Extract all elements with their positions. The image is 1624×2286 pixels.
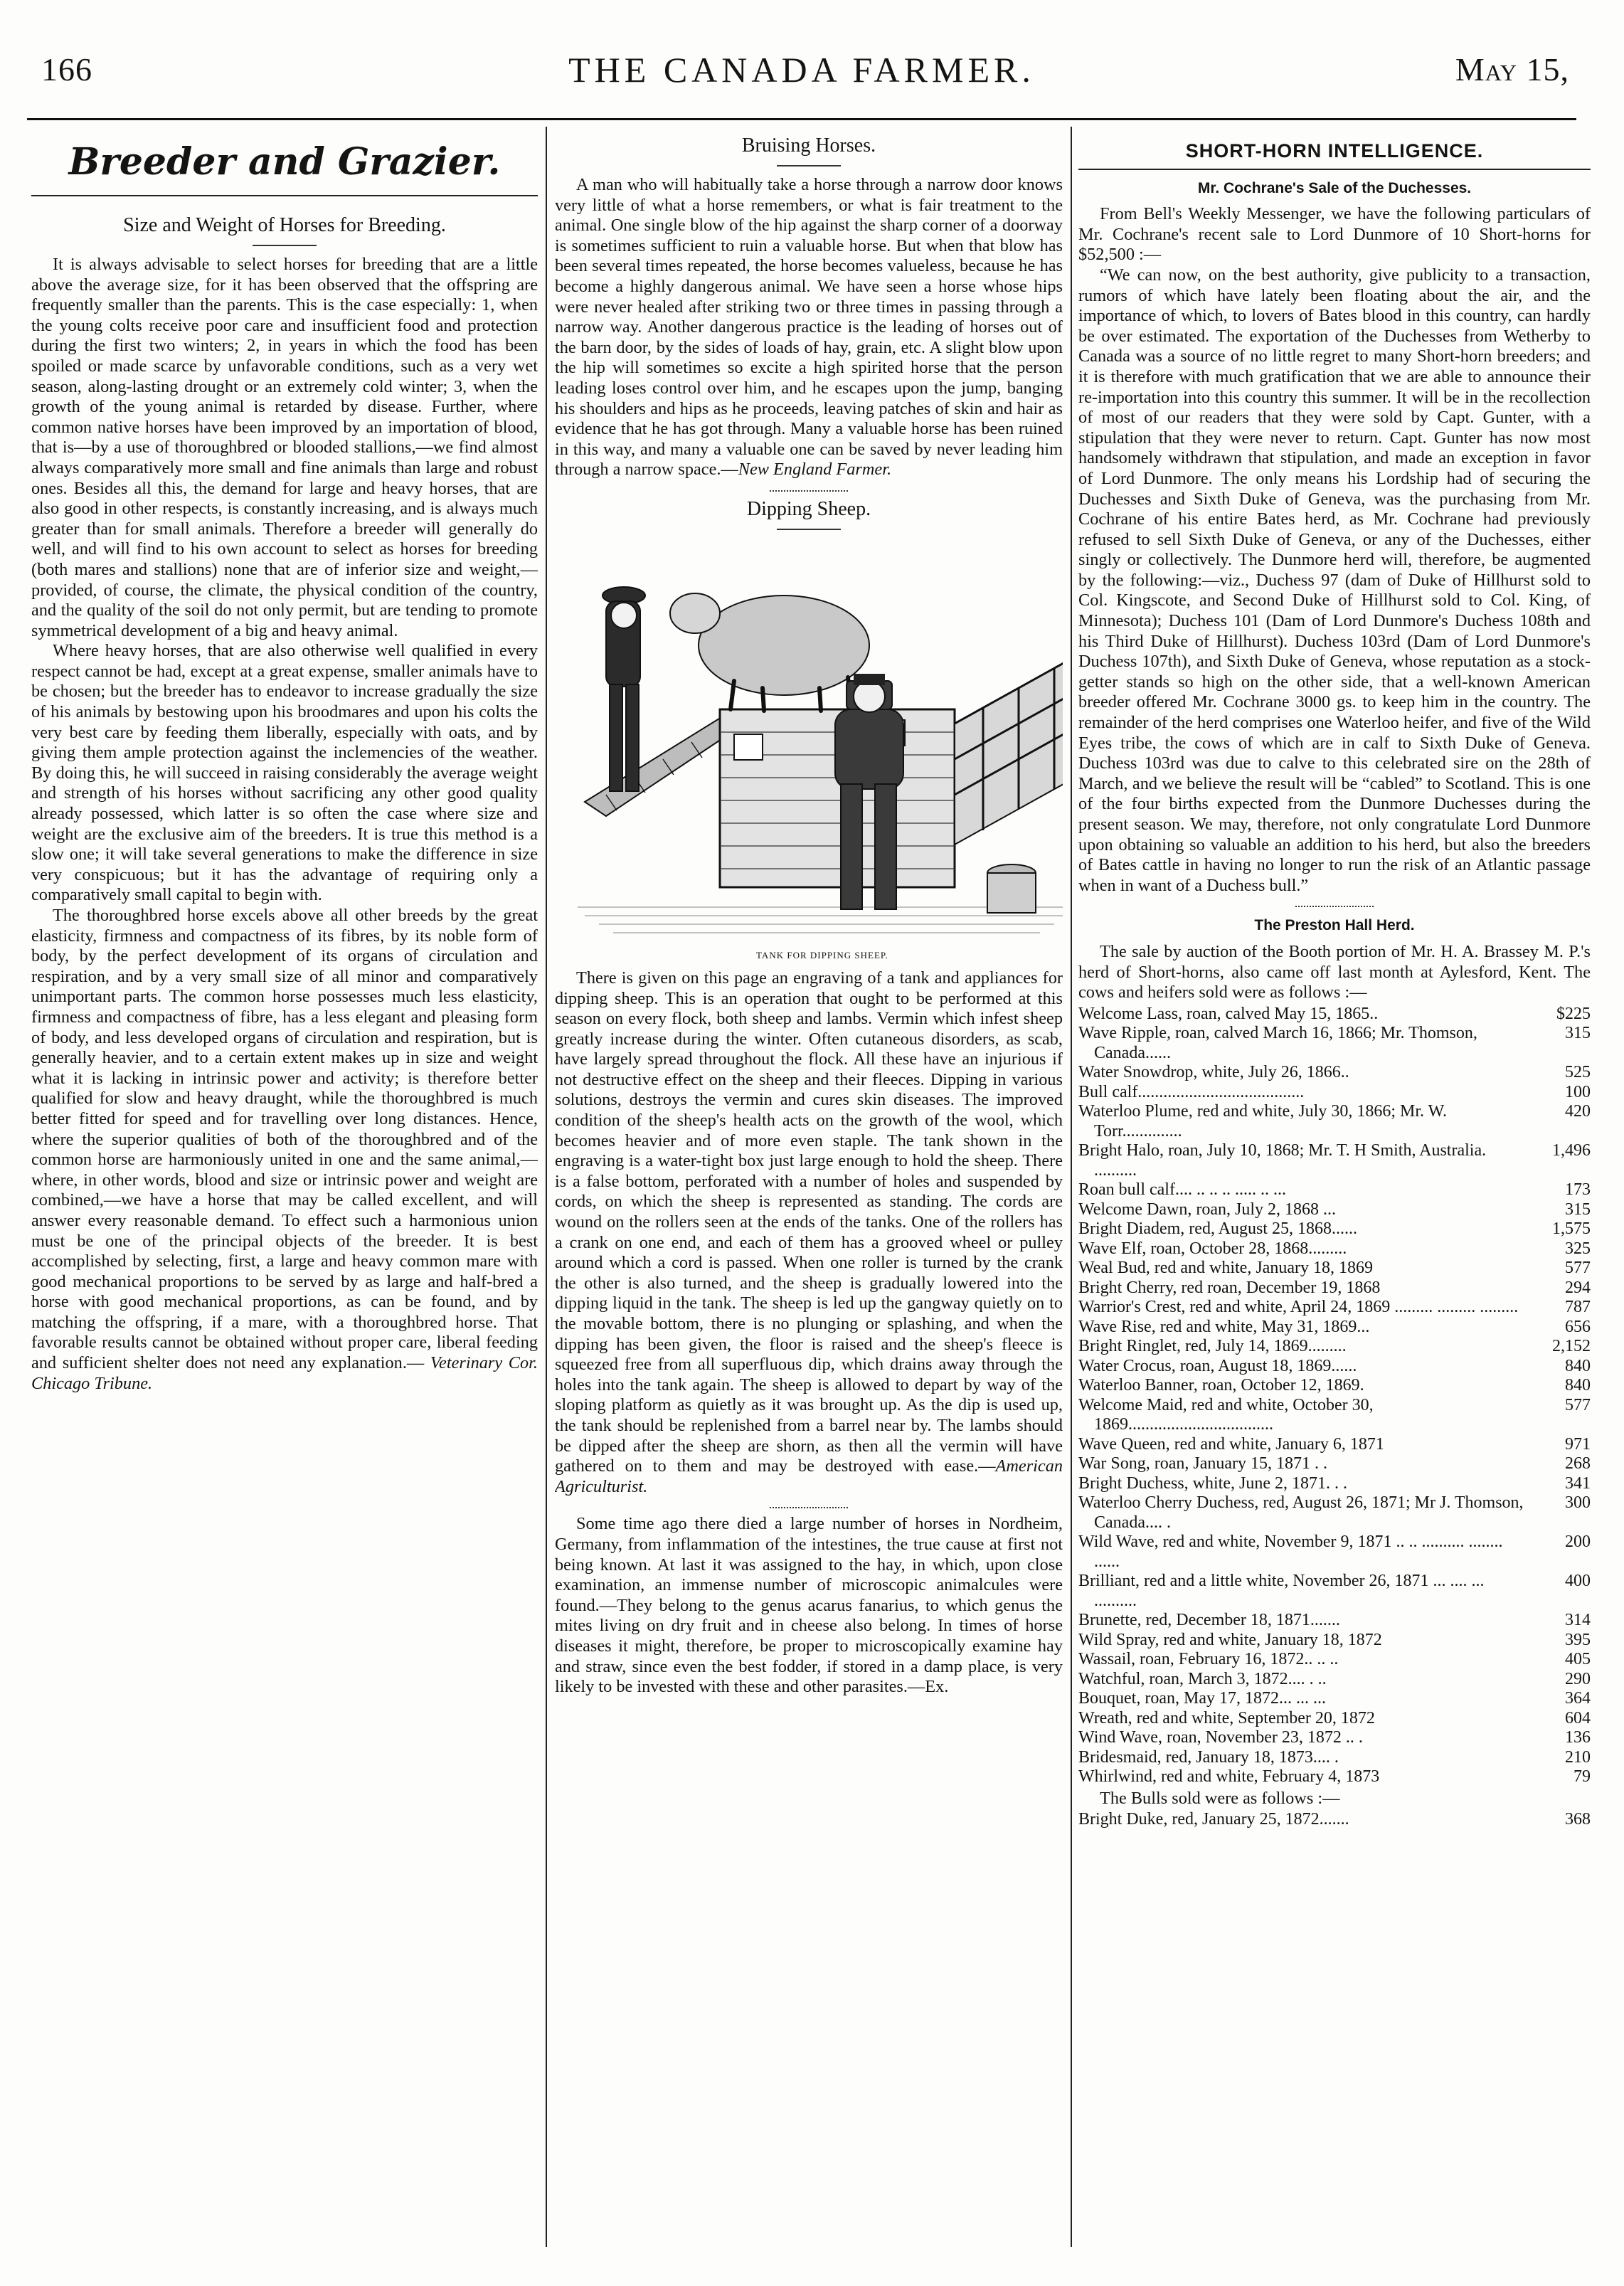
article-title: Size and Weight of Horses for Breeding. <box>123 214 446 236</box>
sales-table <box>1078 1005 1591 1787</box>
quoted-paragraph: “We can now, on the best authority, give publicity to a transaction, rumors of which have lately been floating about the air, and the importance of which, to lovers of Bates blood in this country, can hardly be over estimated. The exportation of the Duchesses from Wetherby to Canada was a source of no little regret to many Short-horn breeders; and it is therefore with much gratification that we are able to announce their re-importation into this country this summer. It will be in the recollection of most of our readers that they were sold by Capt. Gunter, with a stipulation that they were never to return. Capt. Gunter has now most handsomely withdrawn that stipulation, and made an exception in favor of Lord Dunmore. The only means his Lordship had of securing the Duchesses and Sixth Duke of Geneva, was the purchasing from Mr. Cochrane of his entire Bates herd, as Mr. Cochrane had previously refused to sell Sixth Duke of Geneva, or any of the Duchesses, either singly or collectively. The Dunmore herd will, therefore, be augmented by the following:—viz., Duchess 97 (dam of Duke of Hillhurst sold to Col. Kingscote, and Second Duke of Hillhurst sold to Col. King, of Minnesota); Duchess 101 (Dam of Lord Dunmore's Duchess 108th and his Third Duke of Hillhurst). Duchess 103rd (Dam of Lord Dunmore's Duchess 107th), and Sixth Duke of Geneva, whose reputation as a stock-getter stands so high on the other side, that a well-known American breeder offered Mr. Cochrane 3000 gs. to keep him in the country. The remainder of the herd comprises one Waterloo heifer, and five of the Wild Eyes tribe, the cows of which are in calf to Sixth Duke of Geneva. Duchess 103rd was due to calve to this celebrated sire on the 28th of March, and we believe the result will be “cabled” to Scotland. This is one of the four births expected from the Dunmore Duchesses during the present season. We may, therefore, not only congratulate Lord Dunmore upon obtaining so valuable an addition to his herd, but also the breeders of Bates cattle in having no longer to run the risk of an Atlantic passage when in want of a Duchess bull.” <box>1078 265 1591 895</box>
sale-price: 200 <box>1565 1533 1591 1552</box>
sale-price: 840 <box>1565 1356 1591 1375</box>
sale-row <box>1078 1631 1591 1651</box>
sale-lot: Wild Spray, red and white, January 18, 1872 <box>1078 1630 1382 1649</box>
sale-price: 210 <box>1565 1747 1591 1767</box>
page-number: 166 <box>41 51 92 88</box>
sale-lot: Wild Wave, red and white, November 9, 1871 .. .. .......... ........ ...... <box>1078 1533 1503 1571</box>
sale-price: 290 <box>1565 1669 1591 1688</box>
sale-lot: Bright Ringlet, red, July 14, 1869......... <box>1078 1337 1347 1356</box>
sale-price: 173 <box>1565 1180 1591 1200</box>
sale-price: 405 <box>1565 1650 1591 1669</box>
subsection-title: Mr. Cochrane's Sale of the Duchesses. <box>1197 179 1472 196</box>
article-credit: New England Farmer. <box>738 460 892 480</box>
sale-price: 294 <box>1565 1278 1591 1297</box>
sale-price: 100 <box>1565 1082 1591 1101</box>
sale-row <box>1078 1298 1591 1318</box>
sale-row <box>1078 1219 1591 1239</box>
article-paragraph <box>555 175 1063 480</box>
article-credit: Veterinary Cor. Chicago Tribune. <box>31 1353 538 1393</box>
sale-price: 2,152 <box>1552 1337 1591 1356</box>
sale-row <box>1078 1102 1591 1141</box>
sale-row <box>1078 1141 1591 1180</box>
sale-price: 400 <box>1565 1572 1591 1591</box>
article-title: Dipping Sheep. <box>746 497 871 520</box>
sale-lot: Bouquet, roan, May 17, 1872... ... ... <box>1078 1689 1326 1708</box>
sale-lot: Weal Bud, red and white, January 18, 1869 <box>1078 1259 1373 1278</box>
divider <box>777 165 841 166</box>
sale-row <box>1078 1767 1591 1787</box>
article-paragraph: Some time ago there died a large number of horses in Nordheim, Germany, from inflammation of the intestines, the true cause at first not being known. At last it was assigned to the hay, in which, upon close examination, an immense number of microscopic animalcules were found.—They belong to the genus acarus fanarius, to which genus the mites living on dry fruit and in cheese also belong. In times of horse diseases it might, therefore, be proper to microscopically examine hay and straw, since even the best fodder, if stored in a damp place, is very likely to be invested with these and other parasites.—Ex. <box>555 1514 1063 1697</box>
sale-lot: Wind Wave, roan, November 23, 1872 .. . <box>1078 1728 1363 1747</box>
divider <box>777 529 841 530</box>
sale-row <box>1078 1435 1591 1455</box>
sale-price: 136 <box>1565 1728 1591 1747</box>
sale-lot: Welcome Lass, roan, calved May 15, 1865.. <box>1078 1004 1379 1023</box>
sale-lot: Brunette, red, December 18, 1871....... <box>1078 1611 1340 1630</box>
sale-row <box>1078 1454 1591 1474</box>
sale-lot: Water Crocus, roan, August 18, 1869...... <box>1078 1356 1357 1375</box>
sale-row <box>1078 1689 1591 1709</box>
paragraph-text: A man who will habitually take a horse through a narrow door knows very little of what a horse remembers, or what is fair treatment to the animal. One single blow of the hip against the sharp corner of a doorway is sometimes sufficient to ruin a valuable horse. But when that blow has been several times repeated, the horse becomes valueless, because he has become a highly dangerous animal. We have seen a horse whose hips were never healed after striking two or three times in passing through a narrow way. Another dangerous practice is the leading of horses out of the barn door, by the sides of loads of hay, grain, etc. A slight blow upon the hip will sometimes so excite a high spirited horse that the person leading loses control over him, and he escapes upon the jump, banging his shoulders and hips as he proceeds, leaving patches of skin and hair as evidence that he has got through. Many a valuable horse has been ruined in this way, and many a valuable one can be saved by never leading him through a narrow space.— <box>555 175 1063 480</box>
sale-price: 525 <box>1565 1063 1591 1082</box>
sale-lot: Warrior's Crest, red and white, April 24, 1869 ......... ......... ......... <box>1078 1298 1519 1317</box>
sale-lot: Bridesmaid, red, January 18, 1873.... . <box>1078 1747 1339 1767</box>
sale-lot: Wave Queen, red and white, January 6, 1871 <box>1078 1434 1384 1454</box>
sheep-dipping-engraving <box>556 546 1063 948</box>
sale-row <box>1078 1396 1591 1435</box>
sale-row <box>1078 1474 1591 1494</box>
sale-lot: Waterloo Plume, red and white, July 30, 1866; Mr. W. Torr.............. <box>1078 1102 1448 1141</box>
sale-row <box>1078 1810 1591 1830</box>
engraving-figure <box>556 546 1063 964</box>
sale-row <box>1078 1709 1591 1729</box>
sale-row <box>1078 1337 1591 1357</box>
sale-price: 577 <box>1565 1259 1591 1278</box>
article-paragraph: The sale by auction of the Booth portion of Mr. H. A. Brassey M. P.'s herd of Short-horns, also came off last month at Aylesford, Kent. The cows and heifers sold were as follows :— <box>1078 941 1591 1002</box>
sale-lot: Wave Ripple, roan, calved March 16, 1866; Mr. Thomson, Canada...... <box>1078 1024 1477 1062</box>
sale-price: 787 <box>1565 1298 1591 1317</box>
bulls-intro: The Bulls sold were as follows :— <box>1100 1788 1340 1808</box>
sale-lot: Wassail, roan, February 16, 1872.. .. .. <box>1078 1650 1339 1669</box>
sale-row <box>1078 1259 1591 1279</box>
article-paragraph <box>31 906 538 1394</box>
sale-row <box>1078 1357 1591 1377</box>
sale-lot: Whirlwind, red and white, February 4, 1873 <box>1078 1767 1380 1787</box>
newspaper-title: THE CANADA FARMER. <box>568 50 1035 90</box>
sale-row <box>1078 1200 1591 1220</box>
sale-lot: Bull calf....................................... <box>1078 1082 1305 1101</box>
sale-price: 368 <box>1565 1810 1591 1829</box>
sale-price: 268 <box>1565 1454 1591 1473</box>
sales-table-body <box>1078 1005 1591 1787</box>
sale-row <box>1078 1318 1591 1338</box>
sale-row <box>1078 1239 1591 1259</box>
paragraph-text: The thoroughbred horse excels above all other breeds by the great elasticity, firmness and compactness of its fibres, by its noble form of body, by the perfect development of its organs of circulation and respiration, and by a very small size of all minor and comparatively unimportant parts. The common horse possesses much less elasticity, firmness and compactness of fibre, has a less elegant and pleasing form of body, and less developed organs of circulation and respiration, but is generally heavier, and to a certain extent makes up in size and weight what it is lacking in intrinsic power and activity; is therefore better qualified for slow and heavy draught, while the thoroughbred is much better fitted for speed and for travelling over long distances. Hence, where the superior qualities of both of the thoroughbred and of the common horse are harmoniously united in one and the same animal,—where, in other words, blood and size or intrinsic power and weight are combined,—we have a horse that may be called excellent, and will answer every reasonable demand. To effect such a harmonious union must be one of the principal objects of the breeder. It is best accomplished by selecting, first, a large and heavy common mare with good mechanical proportions to be served by as large and half-bred a horse with good mechanical proportions, as can be found, and by matching the offspring, if a mare, with a thoroughbred horse. That favorable results cannot be obtained without proper care, liberal feeding and sufficient shelter does not need any explanation.— <box>31 906 538 1373</box>
sale-price: 79 <box>1573 1767 1591 1787</box>
issue-date: May 15, <box>1455 51 1569 88</box>
sale-row <box>1078 1063 1591 1083</box>
sale-price: 840 <box>1565 1376 1591 1395</box>
sale-lot: Bright Duchess, white, June 2, 1871. . . <box>1078 1473 1347 1493</box>
sale-row <box>1078 1650 1591 1670</box>
sale-price: 314 <box>1565 1611 1591 1630</box>
sale-lot: Welcome Dawn, roan, July 2, 1868 ... <box>1078 1200 1336 1219</box>
divider <box>770 490 848 492</box>
sale-lot: Bright Halo, roan, July 10, 1868; Mr. T. H Smith, Australia. .......... <box>1078 1141 1487 1180</box>
divider <box>31 195 538 196</box>
article-title: Bruising Horses. <box>741 134 876 157</box>
sale-row <box>1078 1376 1591 1396</box>
sale-lot: Wave Rise, red and white, May 31, 1869... <box>1078 1317 1370 1336</box>
sale-row <box>1078 1748 1591 1768</box>
sale-price: 300 <box>1565 1493 1591 1513</box>
sale-lot: Bright Duke, red, January 25, 1872....... <box>1078 1810 1349 1829</box>
sale-price: 604 <box>1565 1708 1591 1727</box>
sale-row <box>1078 1279 1591 1298</box>
sale-price: $225 <box>1556 1004 1591 1023</box>
sale-price: 395 <box>1565 1630 1591 1649</box>
section-heading: Breeder and Grazier. <box>68 140 501 184</box>
sale-lot: Bright Diadem, red, August 25, 1868...... <box>1078 1219 1357 1239</box>
sale-row <box>1078 1493 1591 1533</box>
article-credit: American Agriculturist. <box>555 1456 1063 1496</box>
sale-price: 364 <box>1565 1689 1591 1708</box>
sale-row <box>1078 1611 1591 1631</box>
sale-price: 1,575 <box>1552 1219 1591 1239</box>
masthead <box>27 44 1576 120</box>
sale-price: 971 <box>1565 1434 1591 1454</box>
column-rule <box>1071 127 1072 2247</box>
sale-row <box>1078 1572 1591 1611</box>
article-paragraph: Where heavy horses, that are also otherwise well qualified in every respect cannot be had, except at a great expense, smaller animals have to be chosen; but the breeder has to endeavor to increase gradually the size of his animals by bestowing upon his broodmares and upon his colts the very best care by feeding them liberally, especially with oats, and by giving them ample protection against the inclemencies of the weather. By doing this, he will succeed in raising considerably the average weight and strength of his horses without sacrificing any other good quality already possessed, which latter is so often the case where size and weight are the exclusive aim of the breeders. It is true this method is a slow one; it will take several generations to make the difference in size very conspicuous; but it has the advantage of requiring only a comparatively small capital to begin with. <box>31 641 538 905</box>
column-rule <box>546 127 547 2247</box>
sale-row <box>1078 1728 1591 1748</box>
column-right <box>1078 127 1591 2247</box>
sale-price: 1,496 <box>1552 1141 1591 1160</box>
sale-row <box>1078 1024 1591 1063</box>
bulls-table-body <box>1078 1810 1591 1830</box>
article-paragraph: From Bell's Weekly Messenger, we have the following particulars of Mr. Cochrane's recent sale to Lord Dunmore of 10 Short-horns for $52,500 :— <box>1078 204 1591 265</box>
sale-lot: Brilliant, red and a little white, November 26, 1871 ... .... ... .......... <box>1078 1572 1485 1610</box>
column-middle <box>555 127 1063 2247</box>
bulls-table <box>1078 1810 1591 1830</box>
sale-row <box>1078 1670 1591 1690</box>
article-paragraph: It is always advisable to select horses for breeding that are a little above the average size, for it has been observed that the offspring are frequently smaller than the parents. This is the case especially: 1, when the young colts receive poor care and insufficient food and protection during the first two winters; 2, in years in which the food has been spoiled or made scarce by unfavorable conditions, such as a very wet season, along-lasting drought or an extremely cold winter; 3, when the growth of the young animal is retarded by disease. Further, where common native horses have been improved by an importation of blood, that is—by a use of thoroughbred or blooded stallions,—we find almost always comparatively more small and fine animals than large and robust ones. Besides all this, the demand for large and heavy horses, that are also good in other respects, is constantly increasing, and is always much greater than for small animals. Therefore a breeder will generally do well, and will find to his own account to select as horses for breeding (both mares and stallions) none that are of inferior size and weight,—provided, of course, the climate, the physical condition of the country, and the quality of the soil do not only permit, but are tending to promote symmetrical development of a big and heavy animal. <box>31 255 538 640</box>
divider <box>1295 906 1374 907</box>
sale-row <box>1078 1180 1591 1200</box>
sale-price: 577 <box>1565 1395 1591 1414</box>
sale-lot: War Song, roan, January 15, 1871 . . <box>1078 1454 1328 1473</box>
sale-row <box>1078 1533 1591 1572</box>
divider <box>1078 169 1591 170</box>
divider <box>770 1507 848 1508</box>
sale-lot: Wave Elf, roan, October 28, 1868......... <box>1078 1239 1347 1258</box>
sale-row <box>1078 1083 1591 1103</box>
sale-price: 315 <box>1565 1024 1591 1043</box>
figure-caption: TANK FOR DIPPING SHEEP. <box>756 949 888 961</box>
paragraph-text: There is given on this page an engraving of a tank and appliances for dipping sheep. This is an operation that ought to be performed at this season on every flock, both sheep and lambs. Vermin which infest sheep greatly increase during the winter. Often cutaneous disorders, as scab, have largely spread throughout the flock. All these have an injurious if not destructive effect on the sheep and their fleeces. Dipping in various solutions, destroys the vermin and cures skin diseases. The improved condition of the sheep's health acts on the growth of the wool, which becomes heavier and of more even staple. The tank shown in the engraving is a water-tight box just large enough to hold the sheep. There is a false bottom, perforated with a number of holes and suspended by cords, on which the sheep is represented as standing. The cords are wound on the rollers seen at the ends of the tanks. One of the rollers has a crank on one end, and each of them has a grooved wheel or pulley around which a cord is passed. When one roller is turned by the crank the other is also turned, and the sheep is gradually lowered into the dipping liquid in the tank. The sheep is led up the gangway quietly on to the movable bottom, there is no plunging or splashing, and when the dipping has been given, the floor is raised and the sheep's fleece is squeezed free from all superfluous dip, which drains away through the holes into the tank again. The sheep is allowed to depart by way of the sloping platform as quietly as it was brought up. As the dip is used up, the tank should be replenished from a barrel near by. The lambs should be dipped after the sheep are shorn, as then all the vermin will have gathered on to them and may be destroyed with ease.— <box>555 968 1063 1476</box>
sale-price: 341 <box>1565 1473 1591 1493</box>
sale-lot: Bright Cherry, red roan, December 19, 1868 <box>1078 1278 1381 1297</box>
sale-lot: Roan bull calf.... .. .. .. ..... .. ... <box>1078 1180 1286 1200</box>
divider <box>253 245 317 246</box>
column-left <box>31 127 538 2247</box>
sale-lot: Waterloo Banner, roan, October 12, 1869. <box>1078 1376 1364 1395</box>
sale-row <box>1078 1005 1591 1025</box>
subsection-title: The Preston Hall Herd. <box>1254 917 1415 934</box>
sale-lot: Welcome Maid, red and white, October 30, 1869.................................. <box>1078 1395 1374 1434</box>
sale-price: 325 <box>1565 1239 1591 1258</box>
sale-lot: Wreath, red and white, September 20, 1872 <box>1078 1708 1375 1727</box>
section-heading: SHORT-HORN INTELLIGENCE. <box>1185 140 1484 162</box>
sale-lot: Watchful, roan, March 3, 1872.... . .. <box>1078 1669 1327 1688</box>
sale-price: 420 <box>1565 1102 1591 1121</box>
sale-price: 656 <box>1565 1317 1591 1336</box>
sale-lot: Waterloo Cherry Duchess, red, August 26, 1871; Mr J. Thomson, Canada.... . <box>1078 1493 1524 1532</box>
sale-lot: Water Snowdrop, white, July 26, 1866.. <box>1078 1063 1349 1082</box>
sale-price: 315 <box>1565 1200 1591 1219</box>
